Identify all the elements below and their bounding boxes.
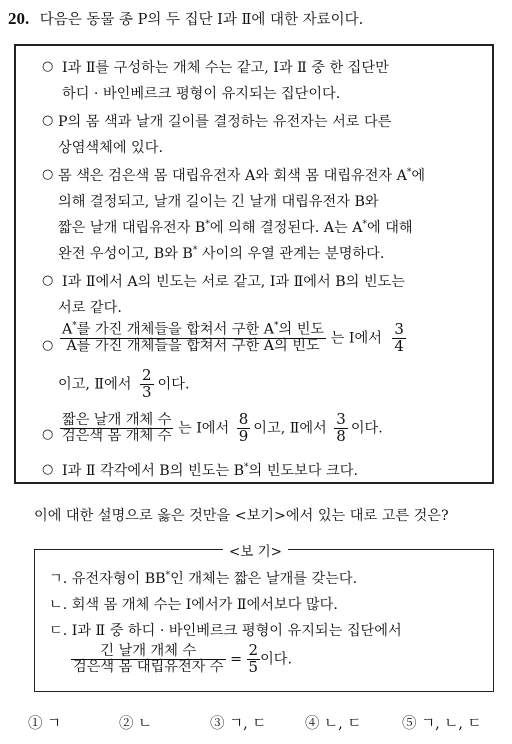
bogi-item-d: ㄷ. Ⅰ과 Ⅱ 중 하디 · 바인베르크 평형이 유지되는 집단에서 [49,623,402,639]
fraction-denominator: 8 [336,426,346,445]
fraction-numerator: A*를 가진 개체들을 합쳐서 구한 A*의 빈도 [62,321,325,339]
bullet-5: ○ [42,338,54,353]
choice-3[interactable]: ③ ㄱ, ㄷ [210,716,267,732]
data-line: 하디 · 바인베르크 평형이 유지되는 집단이다. [62,86,341,102]
choice-5[interactable]: ⑤ ㄱ, ㄴ, ㄷ [402,716,482,732]
question-header [8,8,363,29]
bogi-box [34,544,494,692]
wing-ratio-fraction [60,413,173,444]
data-line: Ⅰ과 Ⅱ를 구성하는 개체 수는 같고, Ⅰ과 Ⅱ 중 한 집단만 [62,60,389,76]
data-text: 이고, Ⅱ에서 [58,376,132,393]
data-text: 이다. [350,420,383,437]
value-fraction [247,643,261,676]
bullet-1: ○ [42,59,54,74]
fraction-numerator: 8 [238,410,249,428]
fraction-denominator: 4 [394,336,404,355]
data-line: 완전 우성이고, B와 B* 사이의 우열 관계는 분명하다. [58,245,385,262]
data-text: 이고, Ⅱ에서 [253,420,327,437]
data-line: 서로 같다. [58,300,122,316]
fraction-denominator: 검은색 몸 대립유전자 수 [73,658,224,675]
bullet-6: ○ [42,427,54,442]
allele-ratio-line-2 [58,368,189,401]
wing-ratio-line [60,412,383,445]
fraction-denominator: 5 [248,657,259,676]
equals-sign: = [230,651,242,668]
allele-ratio-fraction [60,322,326,354]
data-line: 의해 결정되고, 날개 길이는 긴 날개 대립유전자 B와 [58,194,379,210]
bullet-3: ○ [42,167,54,182]
fraction-numerator: 3 [394,320,404,338]
fraction-denominator: A를 가진 개체들을 합쳐서 구한 A의 빈도 [66,338,320,355]
data-line: 짧은 날개 대립유전자 B*에 의해 결정된다. A는 A*에 대해 [58,219,413,236]
allele-ratio-line [60,322,406,355]
choice-1[interactable]: ① ㄱ [28,716,62,732]
question-number: 20. [8,9,30,28]
data-line: Ⅰ과 Ⅱ 각각에서 B의 빈도는 B*의 빈도보다 크다. [62,462,358,479]
bogi-item-d-formula [71,643,292,676]
value-fraction [392,322,406,355]
bogi-item-g: ㄱ. 유전자형이 BB*인 개체는 짧은 날개를 갖는다. [49,570,358,587]
data-line: P의 몸 색과 날개 길이를 결정하는 유전자는 서로 다른 [58,114,392,130]
value-fraction [237,412,251,445]
data-line: 상염색체에 있다. [58,140,163,156]
bogi-fraction [71,644,226,675]
data-line: 몸 색은 검은색 몸 대립유전자 A와 회색 몸 대립유전자 A*에 [58,167,426,184]
bullet-4: ○ [42,273,54,288]
fraction-numerator: 2 [142,366,152,384]
bullet-2: ○ [42,113,54,128]
fraction-numerator: 긴 날개 개체 수 [71,644,226,660]
data-box [14,44,494,484]
data-text: 는 Ⅰ에서 [177,420,230,437]
data-text: 는 Ⅰ에서 [330,330,382,347]
choice-4[interactable]: ④ ㄴ, ㄷ [305,716,362,732]
fraction-denominator: 9 [238,426,249,445]
fraction-numerator: 2 [248,641,259,659]
bogi-item-n: ㄴ. 회색 몸 개체 수는 Ⅰ에서가 Ⅱ에서보다 많다. [49,597,338,613]
question-text: 다음은 동물 종 P의 두 집단 Ⅰ과 Ⅱ에 대한 자료이다. [39,12,364,28]
question-prompt: 이에 대한 설명으로 옳은 것만을 <보기>에서 있는 대로 고른 것은? [34,508,449,524]
data-text: 이다. [260,651,292,668]
fraction-numerator: 짧은 날개 개체 수 [62,411,172,428]
fraction-denominator: 3 [142,382,152,401]
data-text: 이다. [157,376,190,393]
fraction-numerator: 3 [336,410,346,428]
fraction-denominator: 검은색 몸 개체 수 [62,427,172,444]
data-line: Ⅰ과 Ⅱ에서 A의 빈도는 서로 같고, Ⅰ과 Ⅱ에서 B의 빈도는 [62,274,405,290]
value-fraction [140,368,154,401]
bullet-7: ○ [42,462,54,477]
bogi-title: <보 기> [223,540,288,560]
choice-2[interactable]: ② ㄴ [119,716,153,732]
value-fraction [334,412,348,445]
